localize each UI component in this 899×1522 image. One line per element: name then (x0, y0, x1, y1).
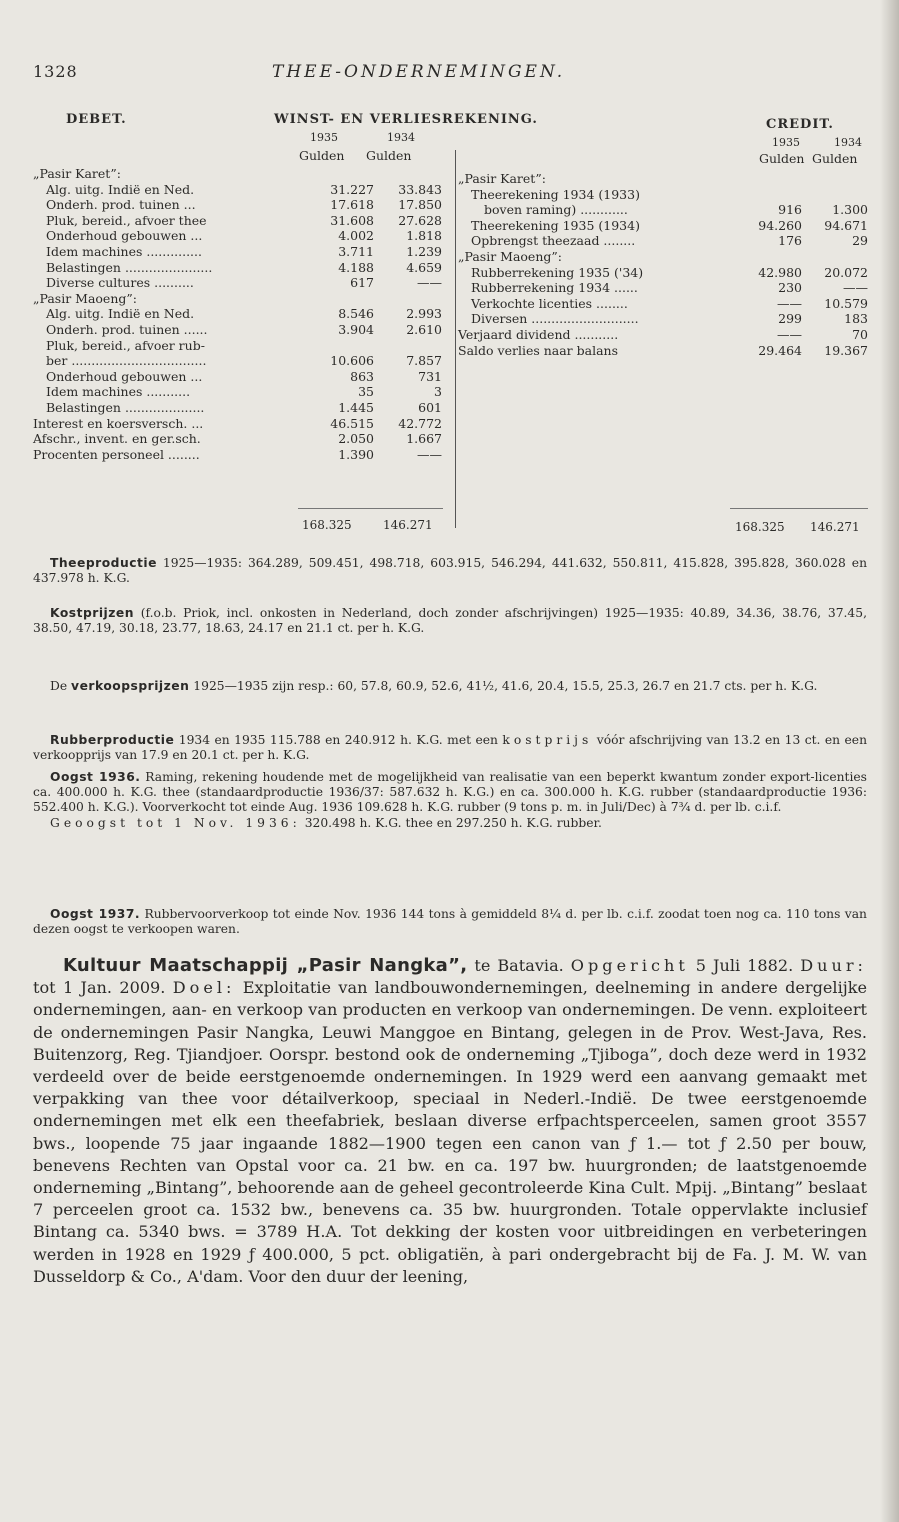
row-value-1935: 916 (778, 202, 802, 218)
account-row (458, 202, 868, 218)
row-value-1934: 4.659 (406, 259, 442, 275)
row-label: „Pasir Karet”: (33, 166, 121, 181)
row-value-1934: 7.857 (406, 353, 442, 369)
row-label: Idem machines ........... (46, 384, 191, 400)
row-value-1935: —— (777, 326, 802, 342)
row-value-1934: 1.667 (406, 431, 442, 447)
credit-total-1934: 146.271 (810, 520, 860, 534)
note-head: Kostprijzen (50, 606, 135, 620)
row-value-1935: 8.546 (338, 306, 374, 322)
row-value-1934: —— (417, 446, 442, 462)
note-verkoopsprijzen: De verkoopsprijzen 1925—1935 zijn resp.: 60, 57.8, 60.9, 52.6, 41½, 41.6, 20.4, 15.5, 25.3, 26.7 en 21.7 cts. per h. K.G. (50, 679, 818, 693)
debet-total-rule (298, 508, 443, 509)
row-value-1935: 35 (358, 384, 374, 400)
row-label: Interest en koersversch. ... (33, 415, 204, 431)
account-row (458, 296, 868, 312)
account-row (33, 182, 443, 198)
account-row (33, 291, 443, 307)
row-value-1935: —— (777, 295, 802, 311)
account-row (33, 213, 443, 229)
row-value-1935: 617 (350, 275, 374, 291)
account-row (33, 166, 443, 182)
row-value-1935: 31.608 (330, 212, 374, 228)
credit-total-rule (730, 508, 868, 509)
debet-year-1935: 1935 (310, 131, 338, 144)
row-label: Rubberrekening 1934 ...... (471, 280, 638, 296)
debet-table (33, 166, 443, 462)
row-value-1934: 20.072 (824, 264, 868, 280)
row-value-1934: 731 (418, 368, 442, 384)
row-value-1935: 4.188 (338, 259, 374, 275)
row-value-1934: 33.843 (398, 181, 442, 197)
row-value-1934: 19.367 (824, 342, 868, 358)
account-title: WINST- EN VERLIESREKENING. (274, 112, 538, 127)
credit-year-1935: 1935 (772, 136, 800, 149)
debet-unit-1934: Gulden (366, 148, 412, 163)
note-theeproductie: Theeproductie 1925—1935: 364.289, 509.451, 498.718, 603.915, 546.294, 441.632, 550.811, 415.828, 395.828, 360.028 en 437.978 h. K.G. (33, 556, 867, 586)
account-row (458, 327, 868, 343)
row-value-1934: 17.850 (398, 197, 442, 213)
account-row (33, 447, 443, 463)
note-oogst-1937: Oogst 1937. Rubbervoorverkoop tot einde Nov. 1936 144 tons à gemiddeld 8¼ d. per lb. c.i.f. zoodat toen nog ca. 110 tons van dezen oogst te verkoopen waren. (33, 907, 867, 937)
row-value-1934: 10.579 (824, 295, 868, 311)
account-row (458, 265, 868, 281)
row-value-1935: 29.464 (758, 342, 802, 358)
row-label: „Pasir Maoeng”: (458, 248, 562, 264)
row-value-1935: 1.390 (338, 446, 374, 462)
note-kostprijzen: Kostprijzen (f.o.b. Priok, incl. onkosten in Nederland, doch zonder afschrijvingen) 1925—1935: 40.89, 34.36, 38.76, 37.45, 38.50, 47.19, 30.18, 23.77, 18.63, 24.17 en 21.1 ct. per h. K.G. (33, 606, 867, 636)
row-value-1935: 17.618 (330, 197, 374, 213)
credit-unit-1935: Gulden (759, 151, 805, 166)
row-value-1935: 46.515 (330, 415, 374, 431)
row-value-1934: 183 (844, 311, 868, 327)
account-row (33, 338, 443, 354)
row-value-1934: 3 (434, 384, 442, 400)
row-value-1935: 1.445 (338, 399, 374, 415)
account-row (33, 275, 443, 291)
account-row (458, 171, 868, 187)
credit-total-1935: 168.325 (735, 520, 785, 534)
row-value-1935: 94.260 (758, 217, 802, 233)
row-label: „Pasir Maoeng”: (33, 290, 137, 306)
row-value-1934: 601 (418, 399, 442, 415)
account-row (458, 311, 868, 327)
row-label: Diversen ........................... (471, 311, 639, 327)
row-value-1935: 4.002 (338, 228, 374, 244)
row-label: Alg. uitg. Indië en Ned. (46, 306, 195, 322)
row-value-1935: 2.050 (338, 431, 374, 447)
row-value-1934: 27.628 (398, 212, 442, 228)
note-head: Rubberproductie (50, 733, 175, 747)
account-row (33, 260, 443, 276)
debet-total-1934: 146.271 (383, 518, 433, 532)
row-label: Onderhoud gebouwen ... (46, 368, 203, 384)
row-label: Afschr., invent. en ger.sch. (33, 431, 201, 447)
row-label: Verkochte licenties ........ (471, 295, 628, 311)
row-label: Procenten personeel ........ (33, 446, 200, 462)
account-row (458, 343, 868, 359)
row-label: ber .................................. (46, 353, 207, 369)
account-divider (455, 150, 456, 528)
note-head: verkoopsprijzen (71, 679, 190, 693)
account-row (33, 306, 443, 322)
account-row (33, 244, 443, 260)
note-head: Theeproductie (50, 556, 157, 570)
row-label: Belastingen .................... (46, 399, 205, 415)
credit-label: CREDIT. (766, 117, 834, 132)
company-location: te Batavia. (467, 956, 564, 975)
row-value-1934: 2.993 (406, 306, 442, 322)
debet-label: DEBET. (66, 112, 127, 127)
row-label: „Pasir Karet”: (458, 171, 546, 186)
row-value-1935: 31.227 (330, 181, 374, 197)
company-name: Kultuur Maatschappij „Pasir Nangka”, (63, 955, 468, 976)
account-row (458, 187, 868, 203)
row-value-1935: 3.711 (338, 243, 374, 259)
row-label: Saldo verlies naar balans (458, 342, 619, 358)
row-value-1934: 29 (852, 233, 868, 249)
account-row (33, 228, 443, 244)
debet-year-1934: 1934 (387, 131, 415, 144)
row-label: Onderhoud gebouwen ... (46, 228, 203, 244)
note-head: Oogst 1936. (50, 770, 141, 784)
row-label: Pluk, bereid., afvoer rub- (46, 337, 205, 353)
row-value-1935: 3.904 (338, 321, 374, 337)
debet-unit-1935: Gulden (299, 148, 345, 163)
row-value-1934: —— (843, 280, 868, 296)
row-label: Pluk, bereid., afvoer thee (46, 212, 207, 228)
row-value-1934: 94.671 (824, 217, 868, 233)
account-row (33, 353, 443, 369)
account-row (458, 233, 868, 249)
row-label: Belastingen ...................... (46, 259, 213, 275)
page-number: 1328 (33, 62, 78, 81)
row-label: Opbrengst theezaad ........ (471, 233, 636, 249)
row-value-1935: 10.606 (330, 353, 374, 369)
row-value-1935: 230 (778, 280, 802, 296)
row-value-1935: 176 (778, 233, 802, 249)
account-row (33, 400, 443, 416)
account-row (458, 249, 868, 265)
row-label: Rubberrekening 1935 ('34) (471, 264, 644, 280)
row-label: Theerekening 1935 (1934) (471, 217, 640, 233)
row-value-1934: —— (417, 275, 442, 291)
row-value-1934: 70 (852, 326, 868, 342)
row-label: Onderh. prod. tuinen ... (46, 197, 196, 213)
account-row (33, 431, 443, 447)
row-value-1934: 1.818 (406, 228, 442, 244)
account-row (458, 280, 868, 296)
row-label: Onderh. prod. tuinen ...... (46, 321, 208, 337)
running-title: THEE-ONDERNEMINGEN. (272, 62, 566, 82)
row-label: Verjaard dividend ........... (458, 326, 619, 342)
note-oogst-1936: Oogst 1936. Raming, rekening houdende met de mogelijkheid van realisatie van een beperkt kwantum zonder export-licenties ca. 400.000 h. K.G. thee (standaardproductie 1936/37: 587.632 h. K.G.) en ca. 300.000 h. K.G. rubber (standaardproductie 1936: 552.400 h. K.G.). Voorverkocht tot einde Aug. 1936 109.628 h. K.G. rubber (9 tons p. m. in Juli/Dec) à 7¾ d. per lb. c.i.f. Geoogst tot 1 Nov. 1936: 320.498 h. K.G. thee en 297.250 h. K.G. rubber. (33, 770, 867, 830)
row-value-1934: 1.239 (406, 243, 442, 259)
row-value-1935: 42.980 (758, 264, 802, 280)
account-row (33, 369, 443, 385)
row-label: Diverse cultures .......... (46, 275, 194, 291)
row-label: boven raming) ............ (484, 202, 628, 218)
row-value-1934: 42.772 (398, 415, 442, 431)
row-label: Alg. uitg. Indië en Ned. (46, 181, 195, 197)
row-value-1935: 299 (778, 311, 802, 327)
debet-total-1935: 168.325 (302, 518, 352, 532)
credit-year-1934: 1934 (834, 136, 862, 149)
row-value-1934: 1.300 (832, 202, 868, 218)
credit-table (458, 171, 868, 358)
account-row (458, 218, 868, 234)
row-label: Idem machines .............. (46, 243, 202, 259)
page-edge (880, 0, 899, 1522)
credit-unit-1934: Gulden (812, 151, 858, 166)
row-label: Theerekening 1934 (1933) (471, 186, 640, 202)
account-row (33, 416, 443, 432)
account-row (33, 384, 443, 400)
row-value-1934: 2.610 (406, 321, 442, 337)
note-head: Oogst 1937. (50, 907, 141, 921)
row-value-1935: 863 (350, 368, 374, 384)
company-paragraph: Kultuur Maatschappij „Pasir Nangka”, te Batavia. Opgericht 5 Juli 1882. Duur: tot 1 Jan. 2009. Doel: Exploitatie van landbouwondernemingen, deelneming in andere dergelijke ondernemingen, aan- en verkoop van producten en verkoop van ondernemingen. De venn. exploiteert de ondernemingen Pasir Nangka, Leuwi Manggoe en Bintang, gelegen in de Prov. West-Java, Res. Buitenzorg, Reg. Tjiandjoer. Oorspr. bestond ook de onderneming „Tjiboga”, doch deze werd in 1932 verdeeld over de beide eerstgenoemde ondernemingen. In 1929 werd een aanvang gemaakt met verpakking van thee voor détailverkoop, speciaal in Nederl.-Indië. De twee eerstgenoemde ondernemingen met elk een theefabriek, beslaan diverse erfpachtsperceelen, samen groot 3557 bws., loopende 75 jaar ingaande 1882—1900 tegen een canon van ƒ 1.— tot ƒ 2.50 per bouw, benevens Rechten van Opstal voor ca. 21 bw. en ca. 197 bw. huurgronden; de laatstgenoemde onderneming „Bintang”, behoorende aan de geheel gecontroleerde Kina Cult. Mpij. „Bintang” beslaat 7 perceelen groot ca. 1532 bw., benevens ca. 35 bw. huurgronden. Totale oppervlakte inclusief Bintang ca. 5340 bws. = 3789 H.A. Tot dekking der kosten voor uitbreidingen en verbeteringen werden in 1928 en 1929 ƒ 400.000, 5 pct. obligatiën, à pari ondergebracht bij de Fa. J. M. W. van Dusseldorp & Co., A'dam. Voor den duur der leening, (33, 955, 867, 1286)
account-row (33, 197, 443, 213)
account-row (33, 322, 443, 338)
note-rubberproductie: Rubberproductie 1934 en 1935 115.788 en 240.912 h. K.G. met een kostprijs vóór afschrijving van 13.2 en 13 ct. en een verkoopprijs van 17.9 en 20.1 ct. per h. K.G. (33, 733, 867, 763)
